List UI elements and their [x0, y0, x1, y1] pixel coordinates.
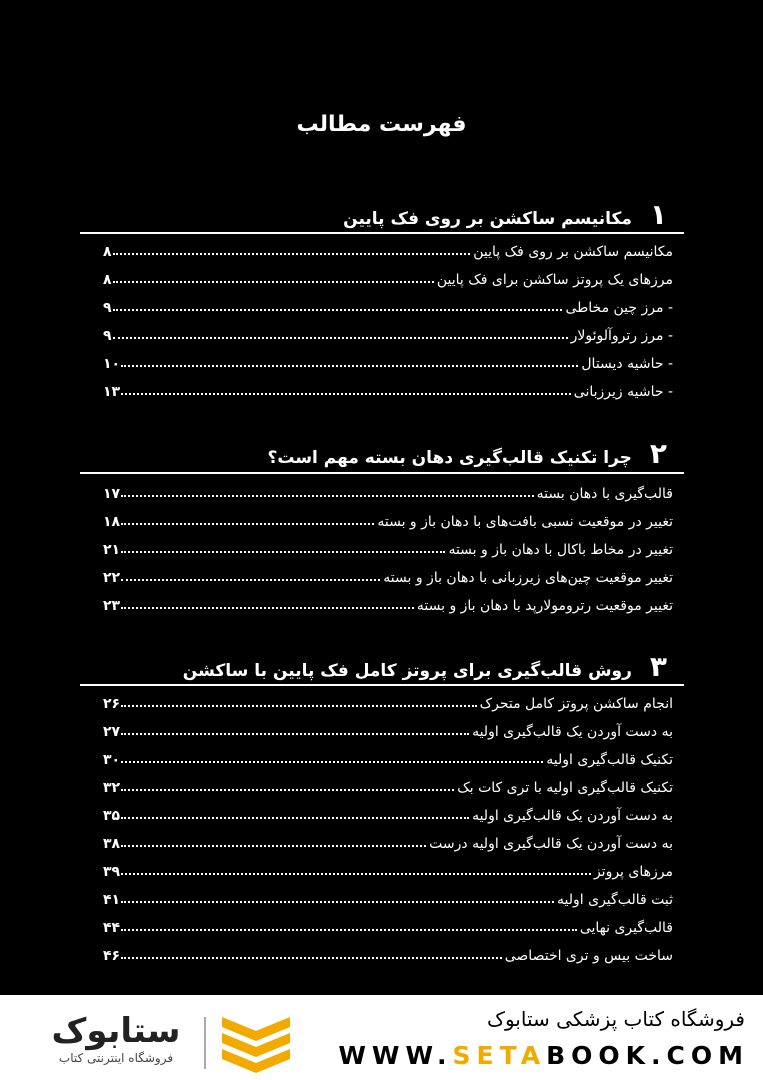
- dot-leader: [113, 281, 434, 283]
- entry-page: ۳۹: [103, 864, 121, 880]
- entry-page: ۳۰: [103, 752, 121, 768]
- entry-title: تکنیک قالب‌گیری اولیه: [546, 752, 673, 768]
- dot-leader: [113, 309, 563, 311]
- chapter-rule: [80, 472, 684, 474]
- toc-entry[interactable]: [103, 914, 673, 936]
- book-stack-icon: [216, 1011, 296, 1073]
- entry-page: ۴۴: [103, 920, 121, 936]
- entry-page: ۱۸: [103, 514, 121, 530]
- page-title: فهرست مطالب: [296, 112, 467, 137]
- toc-entry[interactable]: [103, 322, 673, 344]
- toc-entry[interactable]: [103, 564, 673, 586]
- dot-leader: [121, 495, 534, 497]
- entry-page: ۱۷: [103, 486, 121, 502]
- entry-title: ثبت قالب‌گیری اولیه: [557, 892, 673, 908]
- chapter-heading: [183, 650, 667, 683]
- toc-entry[interactable]: [103, 378, 673, 400]
- store-footer: [0, 995, 763, 1080]
- entry-page: ۸: [103, 244, 112, 260]
- entry-page: ۸: [103, 272, 112, 288]
- logo-divider: [204, 1017, 206, 1069]
- entry-page: ۹: [103, 328, 112, 344]
- entry-page: ۱۰: [103, 356, 121, 372]
- entry-page: ۲۳: [103, 598, 121, 614]
- entry-title: به دست آوردن یک قالب‌گیری اولیه: [472, 808, 673, 824]
- entry-title: مرزهای یک پروتز ساکشن برای فک پایین: [436, 272, 673, 288]
- dot-leader: [121, 929, 577, 931]
- chapter-rule: [80, 684, 684, 686]
- chapter-title: روش قالب‌گیری برای پروتز کامل فک پایین با ساکشن: [182, 661, 632, 681]
- entry-title: - مرز رتروآلوئولار: [570, 328, 673, 344]
- entry-title: تغییر در موقعیت نسبی بافت‌های با دهان باز و بسته: [377, 514, 673, 530]
- toc-entry[interactable]: [103, 774, 673, 796]
- toc-entry[interactable]: [103, 350, 673, 372]
- entry-title: به دست آوردن یک قالب‌گیری اولیه: [472, 724, 673, 740]
- entry-page: ۳۲: [103, 780, 121, 796]
- dot-leader: [121, 761, 543, 763]
- entry-title: مرزهای پروتز: [593, 864, 673, 880]
- dot-leader: [113, 253, 471, 255]
- dot-leader: [113, 337, 568, 339]
- entry-page: ۳۸: [103, 836, 121, 852]
- dot-leader: [121, 817, 469, 819]
- dot-leader: [121, 957, 502, 959]
- dot-leader: [121, 873, 591, 875]
- toc-entry[interactable]: [103, 690, 673, 712]
- url-prefix: WWW.: [338, 1041, 453, 1070]
- entry-page: ۲۱: [103, 542, 121, 558]
- entry-page: ۱۳: [103, 384, 121, 400]
- dot-leader: [121, 733, 469, 735]
- chapter-number: ۲: [649, 437, 667, 470]
- chapter-heading: [267, 437, 667, 470]
- store-logo[interactable]: [36, 1011, 296, 1073]
- entry-title: قالب‌گیری با دهان بسته: [536, 486, 673, 502]
- entry-page: ۲۲: [103, 570, 121, 586]
- entry-title: تغییر موقعیت چین‌های زیرزبانی با دهان باز و بسته: [383, 570, 673, 586]
- logo-tagline: فروشگاه اینترنتی کتاب: [58, 1051, 174, 1065]
- toc-entry[interactable]: [103, 802, 673, 824]
- entry-title: مکانیسم ساکشن بر روی فک پایین: [473, 244, 673, 260]
- entry-page: ۹: [103, 300, 112, 316]
- entry-page: ۳۵: [103, 808, 121, 824]
- dot-leader: [121, 551, 445, 553]
- dot-leader: [121, 705, 476, 707]
- dot-leader: [121, 845, 426, 847]
- entry-title: به دست آوردن یک قالب‌گیری اولیه درست: [429, 836, 673, 852]
- entry-page: ۴۶: [103, 948, 121, 964]
- dot-leader: [121, 607, 414, 609]
- entry-title: - حاشیه دیستال: [581, 356, 673, 372]
- toc-entry[interactable]: [103, 858, 673, 880]
- toc-entry[interactable]: [103, 592, 673, 614]
- dot-leader: [121, 789, 454, 791]
- chapter-heading: [343, 198, 667, 231]
- toc-entry[interactable]: [103, 746, 673, 768]
- toc-entry[interactable]: [103, 508, 673, 530]
- entry-title: - حاشیه زیرزبانی: [573, 384, 673, 400]
- dot-leader: [121, 579, 380, 581]
- entry-title: تغییر موقعیت رترومولارپد با دهان باز و بسته: [416, 598, 673, 614]
- shop-name: فروشگاه کتاب پزشکی ستابوک: [487, 1007, 745, 1031]
- chapter-number: ۱: [649, 198, 667, 231]
- entry-title: ساخت بیس و تری اختصاصی: [504, 948, 673, 964]
- toc-entry[interactable]: [103, 266, 673, 288]
- toc-entry[interactable]: [103, 238, 673, 260]
- toc-entry[interactable]: [103, 718, 673, 740]
- url-suffix: BOOK.COM: [546, 1041, 749, 1070]
- dot-leader: [121, 365, 578, 367]
- toc-entry[interactable]: [103, 942, 673, 964]
- shop-url[interactable]: [338, 1041, 749, 1070]
- entry-title: - مرز چین مخاطی: [565, 300, 673, 316]
- toc-entry[interactable]: [103, 830, 673, 852]
- entry-title: تکنیک قالب‌گیری اولیه با تری کات بک: [457, 780, 673, 796]
- toc-entry[interactable]: [103, 294, 673, 316]
- chapter-rule: [80, 232, 684, 234]
- chapter-title: چرا تکنیک قالب‌گیری دهان بسته مهم است؟: [267, 448, 632, 468]
- url-accent: SETA: [452, 1041, 547, 1070]
- toc-entry[interactable]: [103, 886, 673, 908]
- entry-title: تغییر در مخاط باکال با دهان باز و بسته: [448, 542, 673, 558]
- entry-page: ۴۱: [103, 892, 121, 908]
- chapter-title: مکانیسم ساکشن بر روی فک پایین: [343, 209, 632, 229]
- entry-page: ۲۶: [103, 696, 121, 712]
- dot-leader: [121, 523, 374, 525]
- entry-title: قالب‌گیری نهایی: [579, 920, 673, 936]
- dot-leader: [121, 901, 554, 903]
- toc-entry[interactable]: [103, 536, 673, 558]
- entry-title: انجام ساکشن پروتز کامل متحرک: [479, 696, 673, 712]
- toc-entry[interactable]: [103, 480, 673, 502]
- logo-wordmark: ستابوک: [51, 1011, 181, 1051]
- dot-leader: [121, 393, 571, 395]
- entry-page: ۲۷: [103, 724, 121, 740]
- chapter-number: ۳: [649, 650, 667, 683]
